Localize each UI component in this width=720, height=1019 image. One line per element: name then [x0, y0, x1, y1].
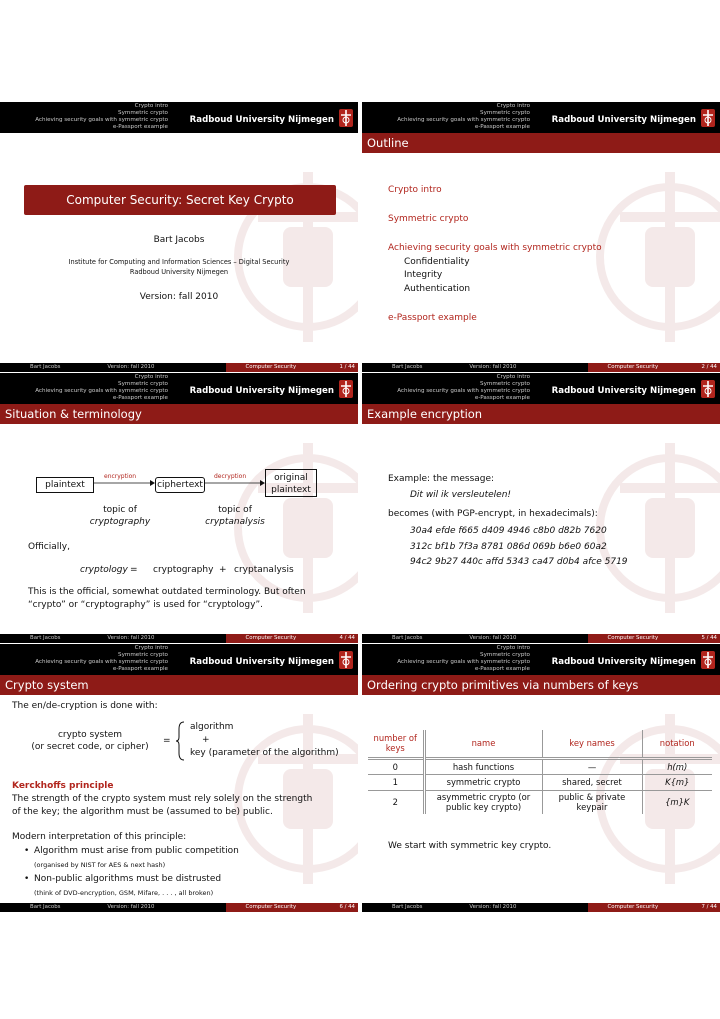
university-logo-icon	[338, 107, 354, 129]
slide-title-bar: Crypto system	[0, 675, 358, 695]
slide-header	[0, 373, 358, 404]
slide-title-bar: Example encryption	[362, 404, 720, 424]
footer-version: Version: fall 2010	[107, 904, 155, 910]
nav-security-goals[interactable]: Achieving security goals with symmetric crypto	[35, 659, 168, 665]
university-name: Radboud University Nijmegen	[189, 115, 334, 125]
nav-epassport[interactable]: e-Passport example	[474, 124, 530, 130]
footer-author: Bart Jacobs	[30, 364, 61, 370]
table-row	[368, 774, 712, 790]
example-message: Dit wil ik versleutelen!	[410, 490, 512, 500]
watermark-seal-icon	[228, 428, 358, 628]
nav-security-goals[interactable]: Achieving security goals with symmetric crypto	[35, 388, 168, 394]
footer-course-block	[588, 634, 720, 643]
nav-epassport[interactable]: e-Passport example	[112, 124, 168, 130]
nav-symmetric-crypto[interactable]: Symmetric crypto	[480, 652, 530, 658]
topic-cryptography-2: cryptography	[89, 517, 151, 527]
nav-sections	[8, 374, 168, 402]
university-name: Radboud University Nijmegen	[551, 657, 696, 667]
nav-sections	[370, 374, 530, 402]
slide-footer	[362, 363, 720, 372]
algorithm-label: algorithm	[190, 722, 234, 732]
table-cell: symmetric crypto	[424, 774, 542, 790]
version-label: Version: fall 2010	[139, 292, 219, 302]
table-cell: asymmetric crypto (or public key crypto)	[424, 790, 542, 814]
slide-header	[362, 102, 720, 133]
nav-security-goals[interactable]: Achieving security goals with symmetric crypto	[397, 117, 530, 123]
slide-title-bar: Outline	[362, 133, 720, 153]
footer-author: Bart Jacobs	[392, 364, 423, 370]
slide-example-encryption	[362, 373, 720, 643]
footer-author: Bart Jacobs	[392, 635, 423, 641]
kerckhoffs-heading: Kerckhoffs principle	[12, 781, 114, 791]
col-number-of-keys: number of keys	[368, 730, 424, 758]
crypto-system-aliases: (or secret code, or cipher)	[31, 742, 149, 752]
slide-title-bar: Ordering crypto primitives via numbers of keys	[362, 675, 720, 695]
col-key-names: key names	[542, 730, 642, 758]
slide-footer	[0, 363, 358, 372]
university-logo-icon	[700, 378, 716, 400]
slide-header	[362, 373, 720, 404]
nav-crypto-intro[interactable]: Crypto intro	[496, 645, 530, 651]
decryption-label: decryption	[214, 473, 247, 480]
footer-author: Bart Jacobs	[30, 635, 61, 641]
hex-line-1: 30a4 efde f665 d409 4946 c8b0 d82b 7620	[410, 526, 607, 536]
institute-university: Radboud University Nijmegen	[129, 268, 229, 276]
col-notation: notation	[659, 738, 695, 749]
nav-symmetric-crypto[interactable]: Symmetric crypto	[480, 110, 530, 116]
bullet-icon: •	[24, 846, 30, 856]
slide-situation-terminology	[0, 373, 358, 643]
crypto-system-equals: =	[163, 736, 171, 746]
footer-course-block	[226, 363, 358, 372]
nav-security-goals[interactable]: Achieving security goals with symmetric crypto	[35, 117, 168, 123]
ciphertext-box: ciphertext	[155, 477, 205, 493]
table-cell: shared, secret	[542, 774, 642, 790]
equation-cryptology: cryptology	[80, 565, 128, 575]
footer-course: Computer Security	[245, 364, 297, 370]
nav-symmetric-crypto[interactable]: Symmetric crypto	[118, 381, 168, 387]
bullet-nonpublic-distrusted: Non-public algorithms must be distrusted	[34, 874, 222, 884]
col-name: name	[424, 730, 542, 758]
university-logo-icon	[338, 649, 354, 671]
footer-course: Computer Security	[607, 635, 659, 641]
footer-course: Computer Security	[607, 364, 659, 370]
outline-item-crypto-intro[interactable]: Crypto intro	[388, 185, 442, 195]
university-logo-icon	[338, 378, 354, 400]
footer-course-block	[226, 634, 358, 643]
nav-epassport[interactable]: e-Passport example	[474, 395, 530, 401]
presentation-title: Computer Security: Secret Key Crypto	[24, 185, 336, 215]
crypto-system-label: crypto system	[57, 730, 123, 740]
footer-author: Bart Jacobs	[30, 904, 61, 910]
table-cell: 0	[368, 758, 424, 774]
table-cell: —	[542, 758, 642, 774]
footer-course: Computer Security	[607, 904, 659, 910]
primitives-table	[368, 730, 712, 814]
table-cell: {m}K	[665, 797, 690, 808]
nav-sections	[8, 103, 168, 131]
key-label: key (parameter of the algorithm)	[190, 748, 339, 758]
nav-crypto-intro[interactable]: Crypto intro	[496, 374, 530, 380]
nav-symmetric-crypto[interactable]: Symmetric crypto	[118, 110, 168, 116]
nav-epassport[interactable]: e-Passport example	[474, 666, 530, 672]
table-cell: h(m)	[667, 761, 688, 772]
equation-cryptanalysis: cryptanalysis	[234, 565, 294, 575]
modern-interpretation: Modern interpretation of this principle:	[12, 832, 187, 842]
outline-subitem-authentication[interactable]: Authentication	[404, 284, 471, 294]
footer-version: Version: fall 2010	[469, 635, 517, 641]
footer-version: Version: fall 2010	[107, 635, 155, 641]
university-name: Radboud University Nijmegen	[551, 386, 696, 396]
original-plaintext-box	[265, 469, 317, 497]
table-cell: K{m}	[665, 777, 690, 787]
slide-header	[0, 102, 358, 133]
terminology-note-line2: “crypto” or “cryptography” is used for “cryptology”.	[28, 600, 263, 610]
slide-title-bar: Situation & terminology	[0, 404, 358, 424]
nav-crypto-intro[interactable]: Crypto intro	[134, 103, 168, 109]
slide-footer	[0, 903, 358, 912]
table-row	[368, 790, 712, 814]
hex-line-2: 312c bf1b 7f3a 8781 086d 069b b6e0 60a2	[410, 542, 607, 552]
university-logo-icon	[700, 649, 716, 671]
nav-crypto-intro[interactable]: Crypto intro	[134, 645, 168, 651]
slide-footer	[362, 903, 720, 912]
slide-footer	[362, 634, 720, 643]
nav-sections	[370, 645, 530, 673]
nav-epassport[interactable]: e-Passport example	[112, 666, 168, 672]
author-name: Bart Jacobs	[153, 235, 205, 245]
page-number: 5 / 44	[701, 635, 717, 641]
footer-course-block	[588, 903, 720, 912]
table-row	[368, 758, 712, 774]
slide-crypto-system	[0, 644, 358, 912]
equation-equals: =	[130, 565, 138, 575]
table-cell: 1	[368, 774, 424, 790]
bullet-public-competition: Algorithm must arise from public competition	[34, 846, 239, 856]
topic-cryptography-1: topic of	[103, 505, 137, 515]
officially-label: Officially,	[28, 542, 70, 552]
slide-ordering-primitives	[362, 644, 720, 912]
example-becomes: becomes (with PGP-encrypt, in hexadecimals):	[388, 509, 598, 519]
nav-security-goals[interactable]: Achieving security goals with symmetric crypto	[397, 659, 530, 665]
encryption-label: encryption	[104, 473, 137, 480]
outline-item-symmetric-crypto[interactable]: Symmetric crypto	[388, 214, 469, 224]
table-cell: hash functions	[424, 758, 542, 774]
brace-icon	[176, 721, 186, 761]
closing-statement: We start with symmetric key crypto.	[388, 841, 552, 851]
outline-subitem-confidentiality[interactable]: Confidentiality	[404, 257, 470, 267]
slide-header	[362, 644, 720, 675]
nav-epassport[interactable]: e-Passport example	[112, 395, 168, 401]
nav-crypto-intro[interactable]: Crypto intro	[496, 103, 530, 109]
nav-sections	[370, 103, 530, 131]
watermark-seal-icon	[590, 157, 720, 357]
footer-course-block	[226, 903, 358, 912]
university-logo-icon	[700, 107, 716, 129]
footer-version: Version: fall 2010	[469, 904, 517, 910]
slide-title	[0, 102, 358, 372]
page-number: 1 / 44	[339, 364, 355, 370]
page-number: 7 / 44	[701, 904, 717, 910]
university-name: Radboud University Nijmegen	[551, 115, 696, 125]
footer-version: Version: fall 2010	[107, 364, 155, 370]
university-name: Radboud University Nijmegen	[189, 386, 334, 396]
original-label: original	[274, 473, 308, 483]
original-plaintext-label: plaintext	[271, 485, 311, 495]
outline-subitem-integrity[interactable]: Integrity	[404, 270, 443, 280]
bullet-icon: •	[24, 874, 30, 884]
equation-cryptography: cryptography	[153, 565, 214, 575]
footer-course: Computer Security	[245, 904, 297, 910]
page-number: 2 / 44	[701, 364, 717, 370]
hex-line-3: 94c2 9b27 440c affd 5343 ca47 d0b4 afce 5719	[410, 557, 628, 567]
page-number: 4 / 44	[339, 635, 355, 641]
terminology-note-line1: This is the official, somewhat outdated terminology. But often	[28, 587, 306, 597]
nav-symmetric-crypto[interactable]: Symmetric crypto	[480, 381, 530, 387]
footer-author: Bart Jacobs	[392, 904, 423, 910]
plaintext-box: plaintext	[36, 477, 94, 493]
institute-name: Institute for Computing and Information Sciences – Digital Security	[68, 258, 290, 266]
bullet-nonpublic-note: (think of DVD-encryption, GSM, Mifare, . . . , all broken)	[34, 889, 214, 897]
outline-item-epassport[interactable]: e-Passport example	[388, 313, 477, 323]
table-header-row	[368, 730, 712, 758]
watermark-seal-icon	[590, 428, 720, 628]
nav-security-goals[interactable]: Achieving security goals with symmetric crypto	[397, 388, 530, 394]
bullet-public-competition-note: (organised by NIST for AES & next hash)	[34, 861, 166, 869]
footer-version: Version: fall 2010	[469, 364, 517, 370]
university-name: Radboud University Nijmegen	[189, 657, 334, 667]
table-cell: public & private keypair	[542, 790, 642, 814]
table-cell: 2	[368, 790, 424, 814]
outline-item-security-goals[interactable]: Achieving security goals with symmetric crypto	[388, 243, 602, 253]
slide-footer	[0, 634, 358, 643]
example-intro: Example: the message:	[388, 474, 495, 484]
slide-header	[0, 644, 358, 675]
kerckhoffs-line2: of the key; the algorithm must be (assumed to be) public.	[12, 807, 273, 817]
plus-sign: +	[202, 735, 210, 745]
crypto-system-intro: The en/de-cryption is done with:	[12, 701, 158, 711]
topic-cryptanalysis-2: cryptanalysis	[205, 517, 265, 527]
nav-symmetric-crypto[interactable]: Symmetric crypto	[118, 652, 168, 658]
page-number: 6 / 44	[339, 904, 355, 910]
equation-plus: +	[219, 565, 227, 575]
footer-course: Computer Security	[245, 635, 297, 641]
nav-crypto-intro[interactable]: Crypto intro	[134, 374, 168, 380]
kerckhoffs-line1: The strength of the crypto system must rely solely on the strength	[12, 794, 313, 804]
footer-course-block	[588, 363, 720, 372]
nav-sections	[8, 645, 168, 673]
slide-outline	[362, 102, 720, 372]
topic-cryptanalysis-1: topic of	[218, 505, 252, 515]
